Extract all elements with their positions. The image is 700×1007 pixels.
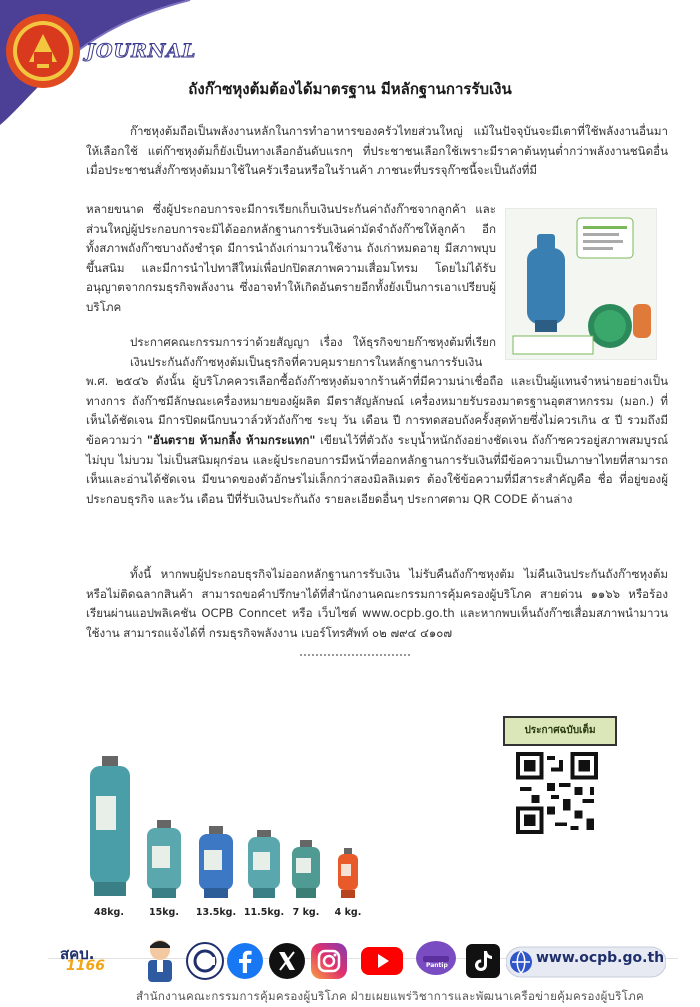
paragraph-intro [86, 122, 668, 181]
pantip-label: Pantip [426, 962, 448, 969]
paragraph-regulation [86, 333, 668, 509]
cylinder-4kg [336, 848, 360, 898]
cylinder-label-48kg: 48kg. [94, 907, 124, 918]
regulation-heading: ประกาศคณะกรรมการว่าด้วยสัญญา เรื่อง ให้ธุรกิจขายก๊าซหุงต้มที่เรียกเงินประกันถังก๊าซหุงต้มเป็นธุรกิจที่ควบคุมรายการในหลักฐานการรับเงิน [130, 335, 496, 369]
hotline-number: 1166 [66, 958, 105, 974]
dotted-divider [300, 654, 410, 656]
cylinder-15kg [144, 820, 184, 898]
warning-text: "อันตราย ห้ามกลิ้ง ห้ามกระแทก" [146, 432, 316, 447]
cylinder-label-15kg: 15kg. [149, 907, 179, 918]
full-announcement-label: ประกาศฉบับเต็ม [503, 716, 617, 746]
paragraph-contact [86, 565, 668, 643]
regulation-body-b: เขียนไว้ที่ตัวถัง ระบุน้ำหนักถังอย่างชัดเจน ถังก๊าซควรอยู่สภาพสมบูรณ์ไม่บุบ ไม่บวม ไม่เป็นสนิมผุกร่อน และผู้ประกอบการมีหน้าที่ออกหลักฐานการรับเงินที่มีข้อความเป็นภาษาไทยที่สามารถเห็นและอ่านได้ชัดเจน มีขนาดของตัวอักษรไม่เล็กกว่าสองมิลลิเมตร ต้องใช้ข้อความที่มีสาระสำคัญคือ ชื่อ ที่อยู่ของผู้ประกอบธุรกิจ และวัน เดือน ปีที่รับเงินประกันถัง รายละเอียดอื่นๆ ประกาศตาม QR CODE ด้านล่าง [86, 432, 669, 506]
footer-credit: สำนักงานคณะกรรมการคุ้มครองผู้บริโภค ฝ่ายเผยแพร่วิชาการและพัฒนาเครือข่ายคุ้มครองผู้บริโภค [135, 989, 645, 1003]
page-title: ถังก๊าซหุงต้มต้องได้มาตรฐาน มีหลักฐานการรับเงิน [188, 80, 512, 98]
pantip-icon[interactable] [414, 940, 458, 980]
x-twitter-icon[interactable] [268, 942, 306, 980]
cylinder-11-5kg [246, 830, 282, 898]
cylinder-13-5kg [196, 826, 236, 898]
cylinder-label-7kg: 7 kg. [292, 907, 320, 918]
cylinder-48kg [84, 756, 136, 898]
cylinder-7kg [290, 840, 322, 898]
paragraph-intro-cont-text: หลายขนาด ซึ่งผู้ประกอบการจะมีการเรียกเก็บเงินประกันค่าถังก๊าซจากลูกค้า และส่วนใหญ่ผู้ประกอบการจะมิได้ออกหลักฐานการรับเงินค่ามัดจำถังก๊าซให้ลูกค้า อีกทั้งสภาพถังก๊าซบางถังชำรุด มีการนำถังเก่ามาวนใช้งาน ถังเก่าหมดอายุ มีสภาพบุบขึ้นสนิม และมีการนำไปทาสีใหม่เพื่อปกปิดสภาพความเสื่อมโทรม โดยไม่ได้รับอนุญาตจากกรมธุรกิจพลังงาน ซึ่งอาจทำให้เกิดอันตรายอีกทั้งยังเป็นการเอาเปรียบผู้บริโภค [86, 202, 496, 314]
journal-label: JOURNAL [86, 40, 197, 62]
paragraph-contact-text: ทั้งนี้ หากพบผู้ประกอบธุรกิจไม่ออกหลักฐานการรับเงิน ไม่รับคืนถังก๊าซหุงต้ม ไม่คืนเงินประกันถังก๊าซหุงต้ม หรือไม่ติดฉลากสินค้า สามารถขอคำปรึกษาได้ที่สำนักงานคณะกรรมการคุ้มครองผู้บริโภค สายด่วน ๑๑๖๖ หรือร้องเรียนผ่านแอปพลิเคชัน OCPB Conncet หรือ เว็บไซต์ www.ocpb.go.th และหากพบเห็นถังก๊าซเสื่อมสภาพนำมาวนใช้งาน สามารถแจ้งได้ที่ กรมธุรกิจพลังงาน เบอร์โทรศัพท์ ๐๒ ๗๙๔ ๔๑๐๗ [86, 567, 668, 640]
paragraph-intro-continued [86, 200, 496, 318]
instagram-icon[interactable] [310, 942, 348, 980]
regulation-body-a: พ.ศ. ๒๕๔๖ ดังนั้น ผู้บริโภคควรเลือกซื้อถังก๊าซหุงต้มจากร้านค้าที่มีความน่าเชื่อถือ และเป็นผู้แทนจำหน่ายอย่างเป็นทางการ ถังก๊าซมีลักษณะเครื่องหมายของผู้ผลิต มีตราสัญลักษณ์ เครื่องหมายรับรองมาตรฐานอุตสาหกรรม (มอก.) ที่เห็นได้ชัดเจน มีการปิดผนึกบนวาล์วหัวถังก๊าซ ระบุ วัน เดือน ปี การทดสอบถังครั้งสุดท้ายซึ่งไม่ควรเกิน ๕ ปี รวมถึงมีข้อความว่า [86, 374, 668, 447]
cylinder-label-13-5kg: 13.5kg. [195, 907, 237, 918]
facebook-icon[interactable] [226, 942, 264, 980]
paragraph-intro-text: ก๊าซหุงต้มถือเป็นพลังงานหลักในการทำอาหารของครัวไทยส่วนใหญ่ แม้ในปัจจุบันจะมีเตาที่ใช้พลังงานอื่นมาให้เลือกใช้ แต่ก๊าซหุงต้มก็ยังเป็นทางเลือกอันดับแรกๆ ที่ประชาชนเลือกใช้เพราะมีราคาต้นทุนต่ำกว่าพลังงานชนิดอื่น เมื่อประชาชนสั่งก๊าซหุงต้มมาใช้ในครัวเรือนหรือในร้านค้า ภาชนะที่บรรจุก๊าซนี้จะเป็นถังที่มี [86, 124, 668, 178]
tiktok-icon[interactable] [466, 944, 500, 978]
website-url[interactable]: www.ocpb.go.th [536, 950, 665, 966]
cylinder-label-4kg: 4 kg. [334, 907, 362, 918]
mascot-icon [142, 938, 178, 984]
ocpb-connect-icon[interactable] [186, 942, 224, 980]
cylinder-label-11-5kg: 11.5kg. [243, 907, 285, 918]
youtube-icon[interactable] [360, 944, 404, 978]
qr-code[interactable] [516, 752, 598, 834]
ocpb-wordmark: สคบ. [60, 945, 95, 963]
